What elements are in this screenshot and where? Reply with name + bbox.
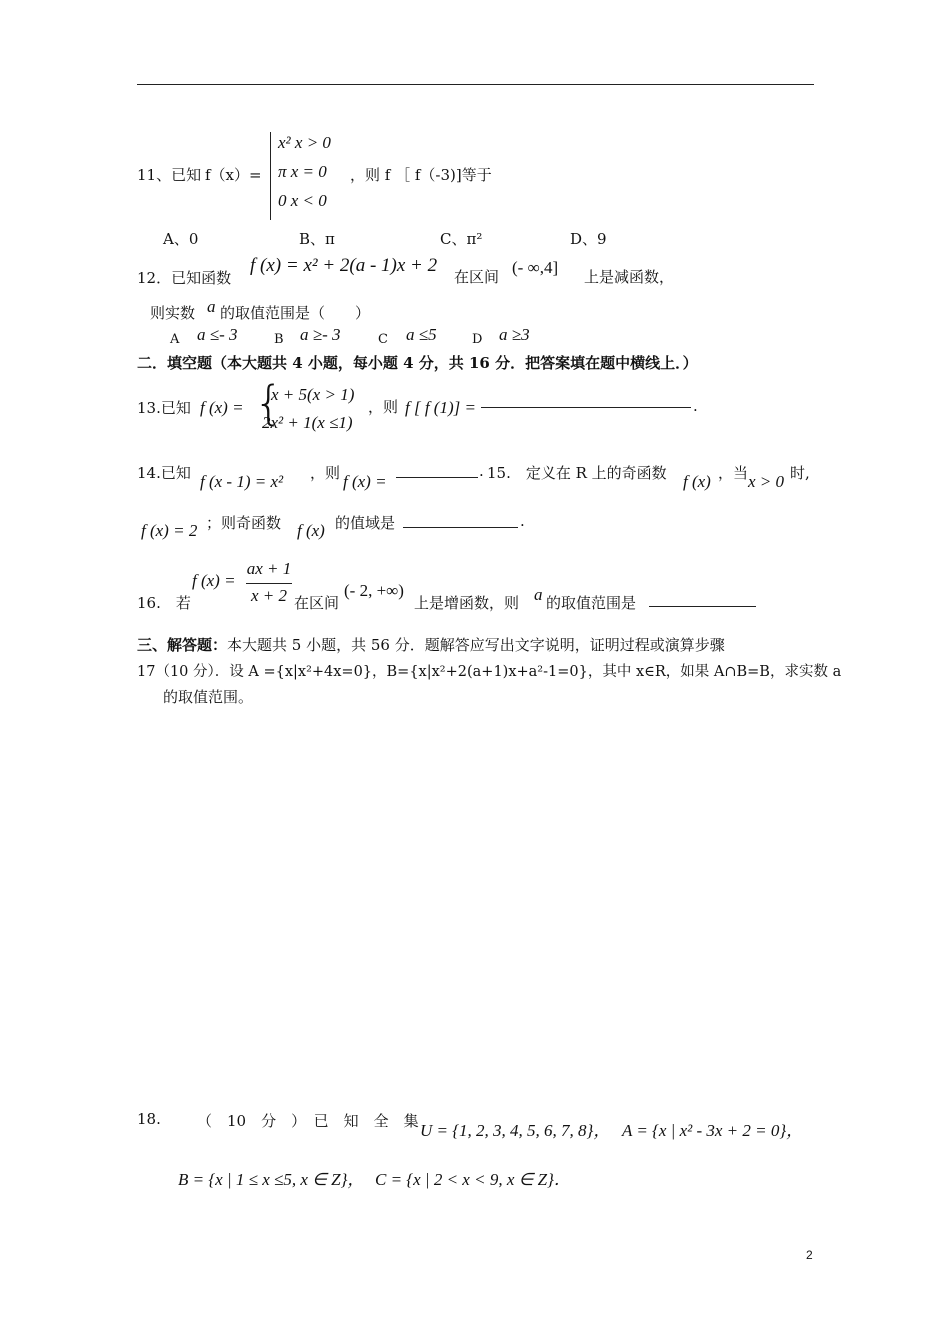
q12-option-c: a ≤5: [406, 325, 437, 344]
q15-mid2: ；则奇函数: [206, 514, 282, 532]
q15-label: 15. 定义在 R 上的奇函数: [487, 464, 667, 482]
q14-label: 14.已知: [137, 464, 191, 482]
q14-expr: f (x - 1) = x²: [200, 472, 284, 491]
q18-points: （ 10 分 ） 已 知 全 集: [197, 1112, 419, 1130]
q13-piece-1: x + 5(x > 1): [271, 385, 355, 404]
q11-piece-1: x² x > 0: [278, 133, 331, 152]
q14-end: .: [479, 462, 484, 480]
q14-expr2: f (x) =: [343, 472, 387, 491]
section-3-instructions: 本大题共 5 小题，共 56 分．题解答应写出文字说明，证明过程或演算步骤: [227, 636, 725, 654]
q13-mid: ，则: [368, 398, 399, 416]
q12-interval: (- ∞,4]: [512, 258, 559, 277]
q12-option-d-letter: D: [472, 332, 483, 347]
q16-var: a: [534, 585, 543, 604]
q11-tail: ，则 f ［ f（-3)]等于: [350, 166, 492, 184]
q13-end: .: [693, 397, 698, 415]
q13-piece-2: 2x² + 1(x ≤1): [262, 413, 353, 432]
q12-option-a-letter: A: [170, 332, 180, 347]
q12-line2: 则实数: [150, 304, 196, 322]
q15-cond: x > 0: [748, 472, 785, 491]
q16-denominator: x + 2: [250, 586, 288, 605]
q11-piece-3: 0 x < 0: [278, 191, 327, 210]
q13-label: 13.已知: [137, 399, 191, 417]
page-number: 2: [806, 1248, 813, 1262]
q11-option-c: C、π²: [440, 230, 483, 248]
q16-numerator: ax + 1: [246, 559, 292, 578]
q12-tail: 上是减函数，: [584, 268, 675, 286]
q11-brace: [270, 132, 271, 220]
q16-mid: 在区间: [294, 594, 340, 612]
q11-option-b: B、π: [299, 230, 335, 248]
section-3-heading: [137, 634, 725, 655]
q13-expr: f [ f (1)] =: [405, 398, 476, 417]
q12-label: 12．已知函数: [137, 269, 232, 287]
q16-tail: 上是增函数，则: [414, 594, 520, 612]
q12-function: f (x) = x² + 2(a - 1)x + 2: [250, 255, 438, 276]
q15-fx2: f (x): [297, 521, 325, 540]
q13-answer-blank: [481, 392, 691, 408]
q15-tail2: 的值域是: [335, 514, 396, 532]
q12-option-b-letter: B: [274, 332, 284, 347]
header-rule: [137, 84, 814, 85]
q18-set-u: U = {1, 2, 3, 4, 5, 6, 7, 8}，: [420, 1121, 611, 1140]
q15-mid: ，当: [718, 464, 749, 482]
q16-tail2: 的取值范围是: [546, 594, 637, 612]
q12-option-a: a ≤- 3: [197, 325, 238, 344]
q13-brace: {: [254, 376, 284, 430]
q12-line2-tail: 的取值范围是（ ）: [220, 304, 371, 322]
q12-mid: 在区间: [454, 268, 500, 286]
section-3-title: 三、解答题：: [137, 636, 228, 654]
q12-option-b: a ≥- 3: [300, 325, 341, 344]
q15-answer-blank: [403, 512, 518, 528]
q15-end: .: [520, 512, 525, 530]
q16-answer-blank: [649, 591, 756, 607]
q16-label: 16. 若: [137, 594, 191, 612]
q11-fx: f（x）=: [205, 166, 262, 184]
q12-option-c-letter: C: [378, 332, 388, 347]
q18-set-a: A = {x | x² - 3x + 2 = 0}，: [622, 1121, 804, 1140]
q15-expr: f (x) = 2: [141, 521, 198, 540]
q18-label: 18.: [137, 1110, 161, 1128]
q18-set-b: B = {x | 1 ≤ x ≤5, x ∈ Z}，: [178, 1170, 365, 1189]
q11-option-a: A、0: [163, 230, 199, 248]
q11-option-d: D、9: [570, 230, 607, 248]
q14-answer-blank: [396, 462, 478, 478]
q18-set-c: C = {x | 2 < x < 9, x ∈ Z}．: [375, 1170, 571, 1189]
q16-interval: (- 2, +∞): [344, 581, 404, 600]
q14-mid: ，则: [310, 464, 341, 482]
section-2-heading: 二．填空题（本大题共 4 小题，每小题 4 分，共 16 分．把答案填在题中横线上．）: [137, 354, 698, 372]
q17-line2: 的取值范围。: [163, 688, 254, 706]
q17-line1: 17（10 分）．设 A ={x|x²+4x=0}，B={x|x²+2(a+1)x+a²-1=0}，其中 x∈R，如果 A∩B=B，求实数 a: [137, 664, 842, 680]
q12-option-d: a ≥3: [499, 325, 530, 344]
q11-label: 11、已知: [137, 166, 202, 184]
q15-fx: f (x): [683, 472, 711, 491]
q11-piece-2: π x = 0: [278, 162, 327, 181]
q16-fx: f (x) =: [192, 571, 236, 590]
q15-tail: 时,: [790, 464, 810, 482]
q16-fraction-bar: [246, 583, 292, 584]
q13-fx: f (x) =: [200, 398, 244, 417]
q12-var: a: [207, 297, 216, 316]
